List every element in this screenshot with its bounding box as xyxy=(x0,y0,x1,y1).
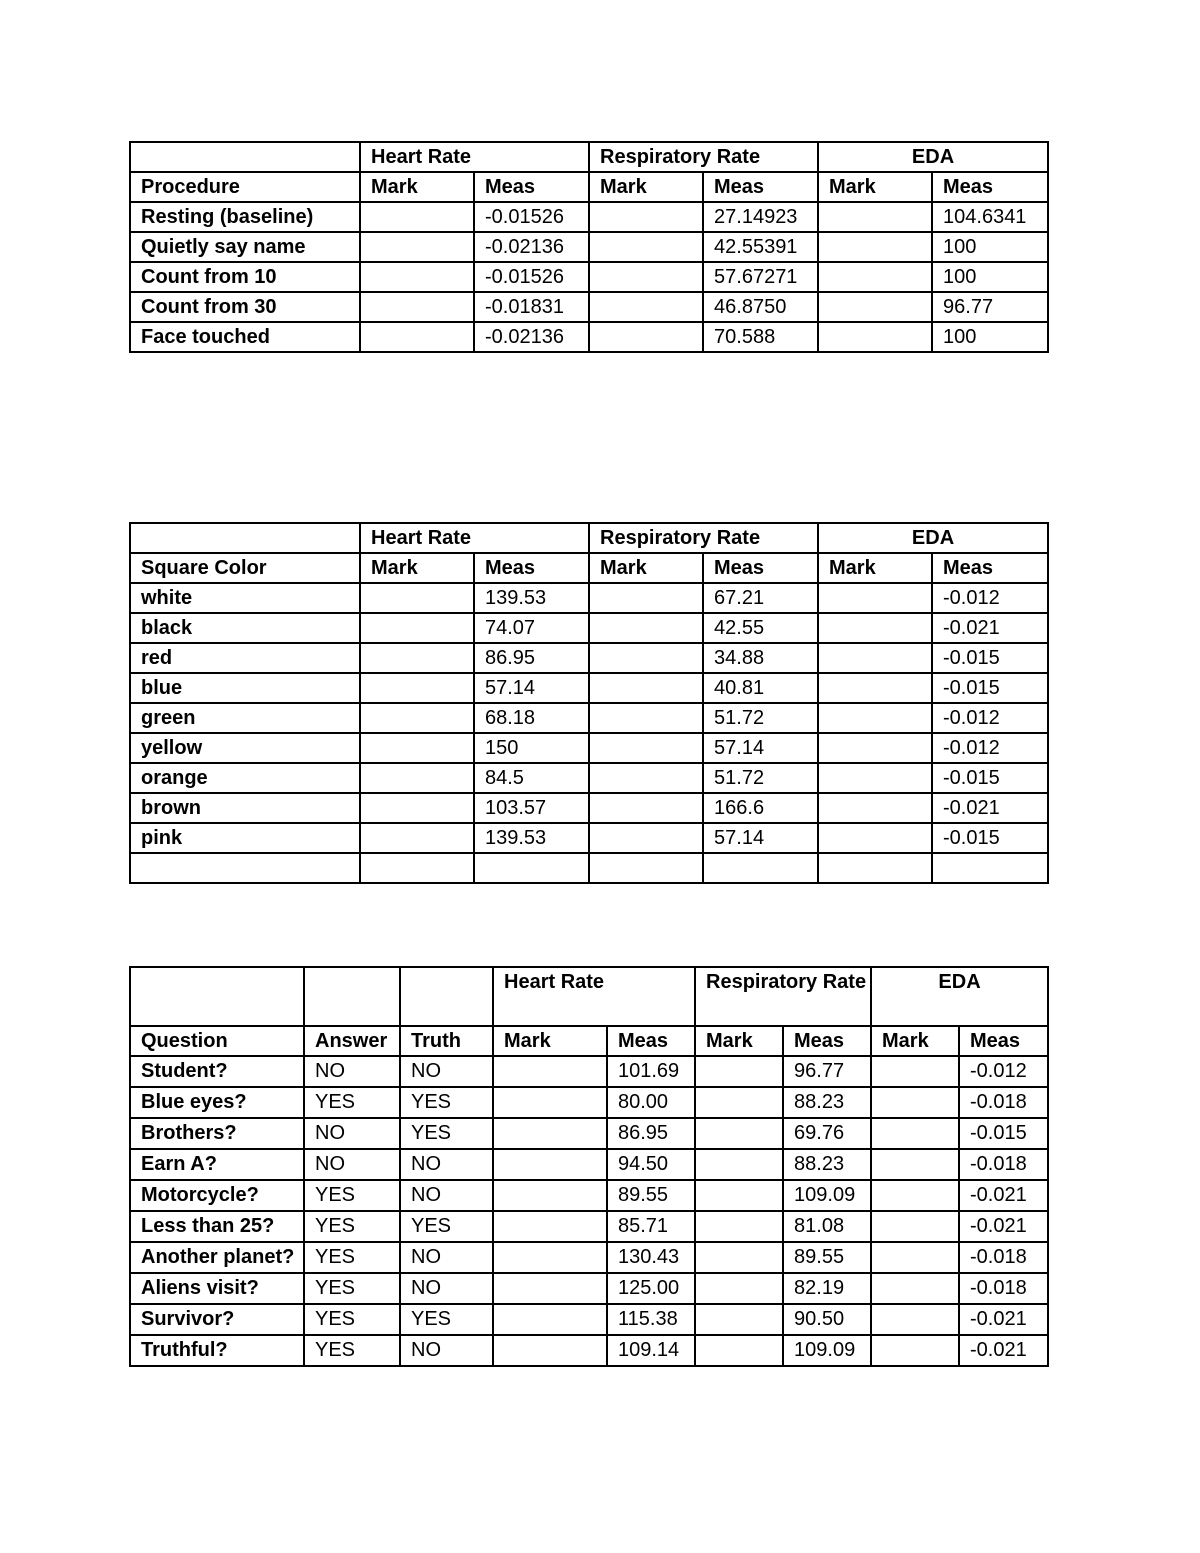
table-cell: YES xyxy=(304,1304,400,1335)
truth-header: Truth xyxy=(400,1026,493,1056)
table-cell xyxy=(871,1087,959,1118)
eda-header: EDA xyxy=(871,967,1048,1026)
table-cell: -0.021 xyxy=(932,613,1048,643)
row-label-cell: Another planet? xyxy=(130,1242,304,1273)
table-cell: -0.012 xyxy=(932,703,1048,733)
procedure-header: Procedure xyxy=(130,172,360,202)
table-cell xyxy=(871,1149,959,1180)
table-cell xyxy=(360,583,474,613)
table-cell: 51.72 xyxy=(703,703,818,733)
row-label-cell: Blue eyes? xyxy=(130,1087,304,1118)
table-cell xyxy=(493,1118,607,1149)
respiratory-rate-header: Respiratory Rate xyxy=(695,967,871,1026)
table-cell xyxy=(589,793,703,823)
table-cell: -0.018 xyxy=(959,1273,1048,1304)
table-cell xyxy=(695,1304,783,1335)
row-label-cell: Aliens visit? xyxy=(130,1273,304,1304)
table-cell: 34.88 xyxy=(703,643,818,673)
meas-header: Meas xyxy=(703,172,818,202)
table-cell: NO xyxy=(400,1335,493,1366)
table-cell xyxy=(589,673,703,703)
table-cell: 109.09 xyxy=(783,1335,871,1366)
table-cell xyxy=(589,643,703,673)
table-cell: YES xyxy=(304,1180,400,1211)
table-row xyxy=(130,1180,1048,1211)
table-cell xyxy=(360,613,474,643)
row-label-cell: blue xyxy=(130,673,360,703)
table-cell xyxy=(695,1087,783,1118)
table-cell xyxy=(589,583,703,613)
table-cell: 40.81 xyxy=(703,673,818,703)
table-cell xyxy=(493,1056,607,1087)
blank-cell xyxy=(130,142,360,172)
table-cell: NO xyxy=(304,1118,400,1149)
table-cell: YES xyxy=(400,1211,493,1242)
mark-header: Mark xyxy=(871,1026,959,1056)
table-cell xyxy=(360,673,474,703)
table-cell xyxy=(360,643,474,673)
table-cell xyxy=(818,853,932,883)
row-label-cell: black xyxy=(130,613,360,643)
table-cell xyxy=(589,613,703,643)
table-cell xyxy=(871,1180,959,1211)
question-table-body xyxy=(130,967,1048,1366)
table-cell xyxy=(695,1273,783,1304)
table-cell xyxy=(493,1335,607,1366)
table-cell: 57.67271 xyxy=(703,262,818,292)
table-cell: 109.09 xyxy=(783,1180,871,1211)
table-cell xyxy=(818,703,932,733)
table-row xyxy=(130,1118,1048,1149)
table-row xyxy=(130,1211,1048,1242)
table-cell xyxy=(360,733,474,763)
table-cell xyxy=(589,202,703,232)
table-cell xyxy=(474,853,589,883)
blank-cell xyxy=(130,523,360,553)
table-cell xyxy=(818,613,932,643)
table-cell: -0.018 xyxy=(959,1149,1048,1180)
table-row xyxy=(130,1335,1048,1366)
table-row xyxy=(130,643,1048,673)
table-cell: 104.6341 xyxy=(932,202,1048,232)
table-row xyxy=(130,1087,1048,1118)
table-cell xyxy=(818,322,932,352)
table-cell: 90.50 xyxy=(783,1304,871,1335)
table-cell: YES xyxy=(304,1087,400,1118)
mark-header: Mark xyxy=(695,1026,783,1056)
table-cell xyxy=(818,763,932,793)
row-label-cell: Count from 10 xyxy=(130,262,360,292)
table-cell: 100 xyxy=(932,262,1048,292)
group-header-row xyxy=(130,142,1048,172)
table-cell: -0.021 xyxy=(959,1180,1048,1211)
table-cell: -0.015 xyxy=(959,1118,1048,1149)
mark-header: Mark xyxy=(818,172,932,202)
respiratory-rate-header: Respiratory Rate xyxy=(589,523,818,553)
meas-header: Meas xyxy=(474,553,589,583)
table-cell: 89.55 xyxy=(783,1242,871,1273)
table-row xyxy=(130,823,1048,853)
table-cell: -0.02136 xyxy=(474,322,589,352)
mark-header: Mark xyxy=(589,553,703,583)
table-cell: 86.95 xyxy=(474,643,589,673)
table-cell xyxy=(360,763,474,793)
table-cell xyxy=(493,1211,607,1242)
table-cell xyxy=(589,823,703,853)
row-label-cell: white xyxy=(130,583,360,613)
table-cell: 96.77 xyxy=(932,292,1048,322)
table-cell: -0.02136 xyxy=(474,232,589,262)
heart-rate-header: Heart Rate xyxy=(493,967,695,1026)
table-cell: 101.69 xyxy=(607,1056,695,1087)
table-row xyxy=(130,262,1048,292)
table-row xyxy=(130,583,1048,613)
row-label-cell: Count from 30 xyxy=(130,292,360,322)
table-cell xyxy=(818,793,932,823)
table-cell xyxy=(589,292,703,322)
mark-header: Mark xyxy=(493,1026,607,1056)
table-cell: -0.015 xyxy=(932,673,1048,703)
table-cell xyxy=(589,703,703,733)
row-label-cell: orange xyxy=(130,763,360,793)
table-cell: -0.021 xyxy=(959,1335,1048,1366)
square-color-header: Square Color xyxy=(130,553,360,583)
table-cell: YES xyxy=(304,1242,400,1273)
table-cell: -0.012 xyxy=(932,733,1048,763)
table-cell: 84.5 xyxy=(474,763,589,793)
sub-header-row xyxy=(130,172,1048,202)
eda-header: EDA xyxy=(818,142,1048,172)
table-cell xyxy=(818,583,932,613)
table-cell xyxy=(871,1335,959,1366)
table-cell xyxy=(360,703,474,733)
blank-cell xyxy=(400,967,493,1026)
table-cell: 109.14 xyxy=(607,1335,695,1366)
meas-header: Meas xyxy=(607,1026,695,1056)
table-cell: YES xyxy=(400,1118,493,1149)
heart-rate-header: Heart Rate xyxy=(360,142,589,172)
blank-cell xyxy=(304,967,400,1026)
table-cell xyxy=(360,853,474,883)
table-cell: -0.021 xyxy=(959,1304,1048,1335)
table-cell: NO xyxy=(304,1149,400,1180)
question-table xyxy=(129,966,1049,1367)
table-cell xyxy=(818,202,932,232)
table-row xyxy=(130,733,1048,763)
meas-header: Meas xyxy=(959,1026,1048,1056)
table-cell xyxy=(360,232,474,262)
table-row xyxy=(130,292,1048,322)
sub-header-row xyxy=(130,553,1048,583)
table-cell: 69.76 xyxy=(783,1118,871,1149)
square-color-table-body xyxy=(130,523,1048,883)
table-cell: -0.01526 xyxy=(474,202,589,232)
table-cell: 57.14 xyxy=(703,823,818,853)
table-cell xyxy=(493,1149,607,1180)
meas-header: Meas xyxy=(932,553,1048,583)
table-cell: 27.14923 xyxy=(703,202,818,232)
table-cell: 81.08 xyxy=(783,1211,871,1242)
table-cell: 88.23 xyxy=(783,1087,871,1118)
table-cell: -0.012 xyxy=(932,583,1048,613)
table-cell: -0.012 xyxy=(959,1056,1048,1087)
row-label-cell: Less than 25? xyxy=(130,1211,304,1242)
table-row xyxy=(130,1149,1048,1180)
table-cell: 86.95 xyxy=(607,1118,695,1149)
table-cell xyxy=(493,1273,607,1304)
table-cell xyxy=(695,1118,783,1149)
table-cell: 85.71 xyxy=(607,1211,695,1242)
table-cell: 88.23 xyxy=(783,1149,871,1180)
table-cell xyxy=(932,853,1048,883)
table-cell: -0.015 xyxy=(932,823,1048,853)
table-cell: NO xyxy=(400,1273,493,1304)
table-cell: 103.57 xyxy=(474,793,589,823)
table-cell: 57.14 xyxy=(703,733,818,763)
group-header-row xyxy=(130,523,1048,553)
row-label-cell: yellow xyxy=(130,733,360,763)
row-label-cell: Quietly say name xyxy=(130,232,360,262)
table-cell: 139.53 xyxy=(474,823,589,853)
table-cell: 68.18 xyxy=(474,703,589,733)
table-cell: 115.38 xyxy=(607,1304,695,1335)
table-cell: 166.6 xyxy=(703,793,818,823)
row-label-cell: Motorcycle? xyxy=(130,1180,304,1211)
meas-header: Meas xyxy=(474,172,589,202)
row-label-cell: Earn A? xyxy=(130,1149,304,1180)
table-cell: 125.00 xyxy=(607,1273,695,1304)
table-cell: 94.50 xyxy=(607,1149,695,1180)
table-cell: -0.021 xyxy=(959,1211,1048,1242)
table-cell xyxy=(871,1118,959,1149)
table-row xyxy=(130,673,1048,703)
table-cell xyxy=(493,1304,607,1335)
table-cell xyxy=(818,643,932,673)
table-cell: 89.55 xyxy=(607,1180,695,1211)
table-cell xyxy=(695,1056,783,1087)
table-cell xyxy=(871,1273,959,1304)
respiratory-rate-header: Respiratory Rate xyxy=(589,142,818,172)
table-row xyxy=(130,1242,1048,1273)
table-cell xyxy=(818,823,932,853)
table-cell xyxy=(589,322,703,352)
table-cell: 82.19 xyxy=(783,1273,871,1304)
table-cell: 74.07 xyxy=(474,613,589,643)
table-cell: YES xyxy=(400,1087,493,1118)
table-row xyxy=(130,613,1048,643)
table-cell: YES xyxy=(304,1273,400,1304)
table-row xyxy=(130,703,1048,733)
table-cell xyxy=(493,1180,607,1211)
table-cell xyxy=(818,262,932,292)
table-cell xyxy=(589,853,703,883)
table-cell: 100 xyxy=(932,232,1048,262)
table-cell: YES xyxy=(400,1304,493,1335)
table-cell: -0.021 xyxy=(932,793,1048,823)
table-row xyxy=(130,763,1048,793)
table-cell xyxy=(695,1211,783,1242)
table-cell xyxy=(360,292,474,322)
table-cell: NO xyxy=(400,1242,493,1273)
meas-header: Meas xyxy=(783,1026,871,1056)
sub-header-row xyxy=(130,1026,1048,1056)
table-cell: NO xyxy=(304,1056,400,1087)
table-cell: -0.01526 xyxy=(474,262,589,292)
table-cell: YES xyxy=(304,1335,400,1366)
table-cell: 80.00 xyxy=(607,1087,695,1118)
table-cell xyxy=(871,1242,959,1273)
row-label-cell: Student? xyxy=(130,1056,304,1087)
table-row xyxy=(130,232,1048,262)
mark-header: Mark xyxy=(360,172,474,202)
table-cell xyxy=(589,262,703,292)
row-label-cell xyxy=(130,853,360,883)
table-row xyxy=(130,853,1048,883)
table-cell xyxy=(493,1242,607,1273)
table-cell xyxy=(695,1180,783,1211)
table-row xyxy=(130,793,1048,823)
procedure-table-body xyxy=(130,142,1048,352)
table-cell: 150 xyxy=(474,733,589,763)
row-label-cell: Face touched xyxy=(130,322,360,352)
table-cell: 130.43 xyxy=(607,1242,695,1273)
table-cell xyxy=(695,1242,783,1273)
table-cell xyxy=(871,1056,959,1087)
mark-header: Mark xyxy=(360,553,474,583)
row-label-cell: Brothers? xyxy=(130,1118,304,1149)
table-cell: 46.8750 xyxy=(703,292,818,322)
row-label-cell: green xyxy=(130,703,360,733)
eda-header: EDA xyxy=(818,523,1048,553)
table-cell xyxy=(360,793,474,823)
square-color-table xyxy=(129,522,1049,884)
table-cell: 139.53 xyxy=(474,583,589,613)
table-cell: 57.14 xyxy=(474,673,589,703)
meas-header: Meas xyxy=(703,553,818,583)
question-header: Question xyxy=(130,1026,304,1056)
table-cell: 42.55391 xyxy=(703,232,818,262)
table-row xyxy=(130,1056,1048,1087)
table-cell xyxy=(360,823,474,853)
row-label-cell: pink xyxy=(130,823,360,853)
table-cell: YES xyxy=(304,1211,400,1242)
row-label-cell: Truthful? xyxy=(130,1335,304,1366)
table-row xyxy=(130,1304,1048,1335)
row-label-cell: Resting (baseline) xyxy=(130,202,360,232)
table-cell: -0.018 xyxy=(959,1242,1048,1273)
table-cell: 67.21 xyxy=(703,583,818,613)
blank-cell xyxy=(130,967,304,1026)
table-cell: 42.55 xyxy=(703,613,818,643)
table-cell: NO xyxy=(400,1180,493,1211)
table-cell: -0.015 xyxy=(932,763,1048,793)
table-cell xyxy=(589,763,703,793)
row-label-cell: brown xyxy=(130,793,360,823)
table-cell xyxy=(818,292,932,322)
row-label-cell: red xyxy=(130,643,360,673)
table-cell xyxy=(360,322,474,352)
table-cell: -0.01831 xyxy=(474,292,589,322)
table-cell: 70.588 xyxy=(703,322,818,352)
table-cell: NO xyxy=(400,1056,493,1087)
table-cell xyxy=(360,202,474,232)
group-header-row xyxy=(130,967,1048,1026)
table-cell: -0.015 xyxy=(932,643,1048,673)
answer-header: Answer xyxy=(304,1026,400,1056)
table-row xyxy=(130,322,1048,352)
table-cell: -0.018 xyxy=(959,1087,1048,1118)
table-cell xyxy=(818,673,932,703)
row-label-cell: Survivor? xyxy=(130,1304,304,1335)
table-cell xyxy=(589,733,703,763)
mark-header: Mark xyxy=(818,553,932,583)
table-cell xyxy=(703,853,818,883)
table-cell xyxy=(360,262,474,292)
meas-header: Meas xyxy=(932,172,1048,202)
table-cell: 51.72 xyxy=(703,763,818,793)
table-cell: NO xyxy=(400,1149,493,1180)
table-cell xyxy=(493,1087,607,1118)
table-cell: 96.77 xyxy=(783,1056,871,1087)
table-cell xyxy=(818,232,932,262)
procedure-table xyxy=(129,141,1049,353)
mark-header: Mark xyxy=(589,172,703,202)
table-cell xyxy=(589,232,703,262)
table-row xyxy=(130,202,1048,232)
table-cell xyxy=(818,733,932,763)
heart-rate-header: Heart Rate xyxy=(360,523,589,553)
table-cell xyxy=(695,1149,783,1180)
table-row xyxy=(130,1273,1048,1304)
table-cell: 100 xyxy=(932,322,1048,352)
table-cell xyxy=(871,1211,959,1242)
table-cell xyxy=(871,1304,959,1335)
table-cell xyxy=(695,1335,783,1366)
